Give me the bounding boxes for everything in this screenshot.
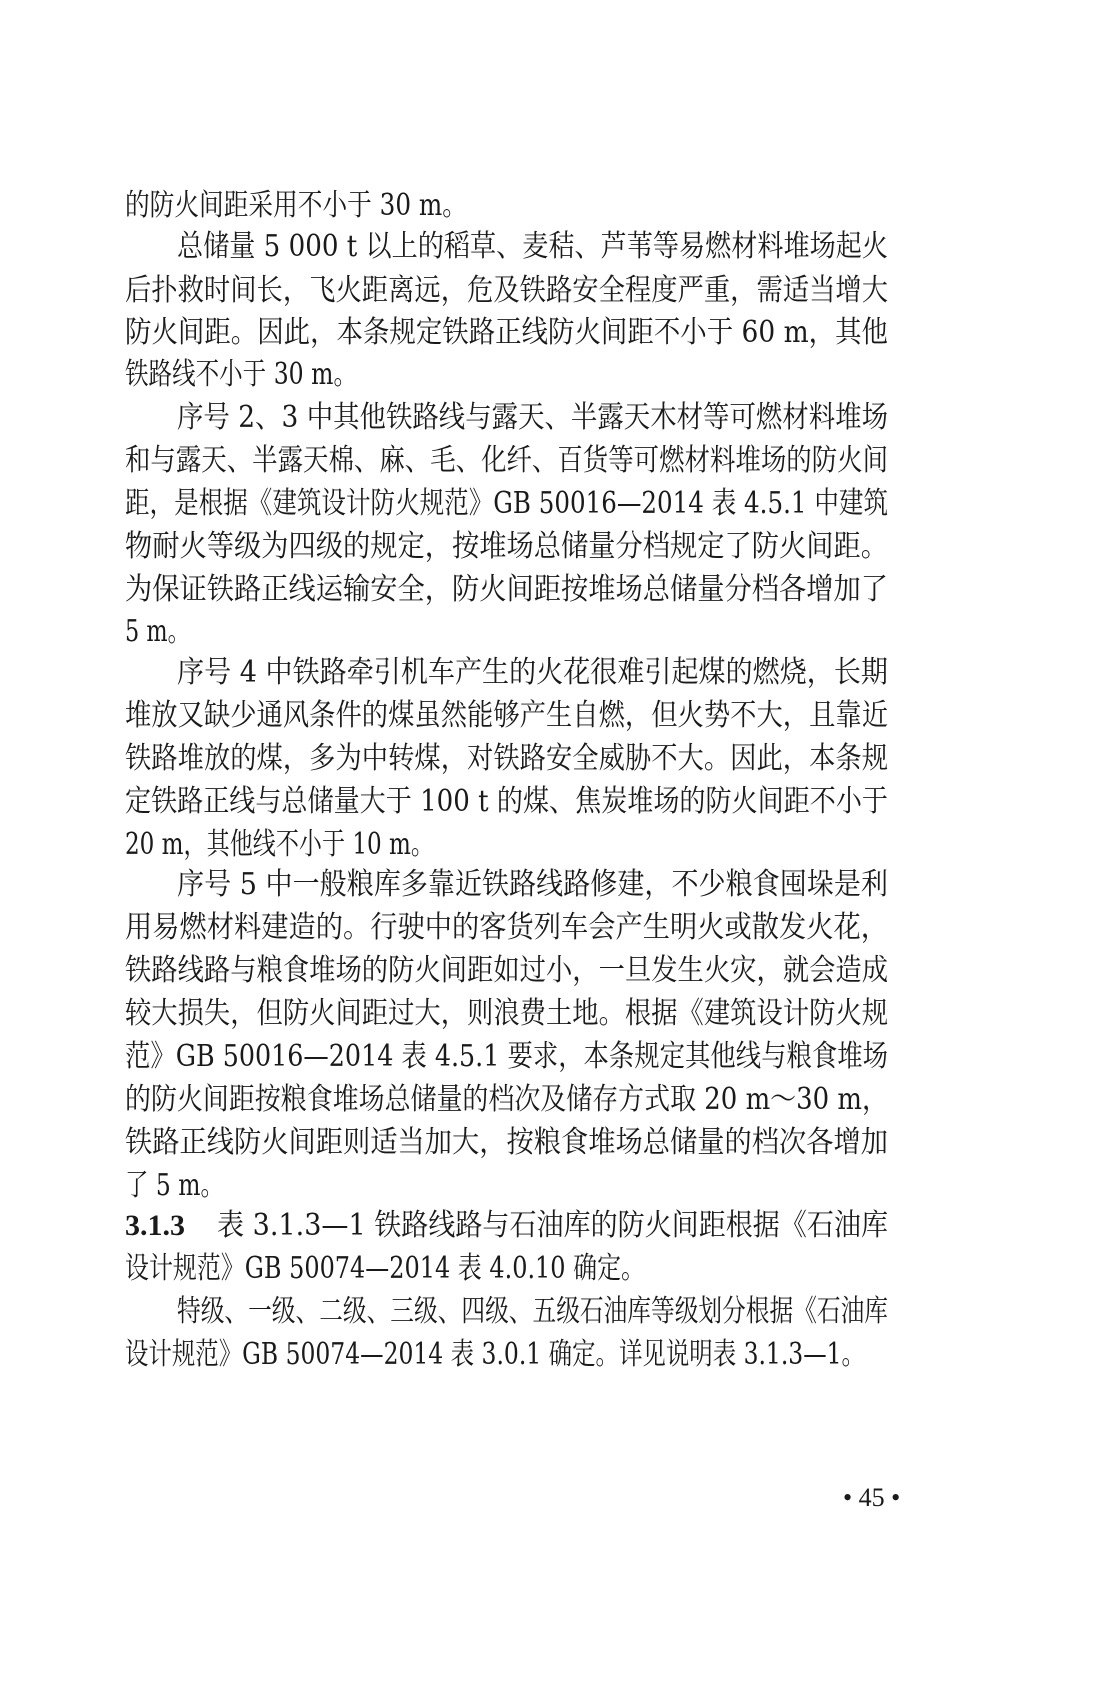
text-line-content: 的防火间距按粮食堆场总储量的档次及储存方式取 20 m～30 m， [125,1082,888,1117]
text-line-content: 表 3.1.3—1 铁路线路与石油库的防火间距根据《石油库 [217,1208,888,1243]
text-line-content: 序号 5 中一般粮库多靠近铁路线路修建，不少粮食囤垛是利 [177,867,888,902]
text-line-content: 设计规范》GB 50074—2014 表 4.0.10 确定。 [125,1251,645,1286]
text-line-content: 为保证铁路正线运输安全，防火间距按堆场总储量分档各增加了 [125,572,888,607]
text-line-content: 铁路正线防火间距则适当加大，按粮食堆场总储量的档次各增加 [125,1125,888,1160]
page-number: • 45 • [843,1483,901,1512]
text-line-content: 5 m。 [125,614,190,649]
text-line-content: 范》GB 50016—2014 表 4.5.1 要求，本条规定其他线与粮食堆场 [125,1039,888,1074]
text-line-content: 序号 2、3 中其他铁路线与露天、半露天木材等可燃材料堆场 [177,400,888,435]
text-line-content: 特级、一级、二级、三级、四级、五级石油库等级划分根据《石油库 [177,1294,888,1329]
text-line-content: 的防火间距采用不小于 30 m。 [125,188,467,223]
text-line-content: 铁路堆放的煤，多为中转煤，对铁路安全威胁不大。因此，本条规 [125,741,888,776]
text-line-content: 堆放又缺少通风条件的煤虽然能够产生自燃，但火势不大，且靠近 [125,698,888,733]
text-line-content: 了 5 m。 [125,1168,224,1203]
section-number: 3.1.3 [125,1209,185,1242]
text-line-content: 距，是根据《建筑设计防火规范》GB 50016—2014 表 4.5.1 中建筑 [125,486,888,521]
text-line-content: 物耐火等级为四级的规定，按堆场总储量分档规定了防火间距。 [125,529,888,564]
text-line-content: 用易燃材料建造的。行驶中的客货列车会产生明火或散发火花， [125,910,888,945]
text-line-content: 20 m，其他线不小于 10 m。 [125,827,434,862]
text-line-content: 设计规范》GB 50074—2014 表 3.0.1 确定。详见说明表 3.1.3—1。 [125,1337,865,1372]
text-line-content: 序号 4 中铁路牵引机车产生的火花很难引起煤的燃烧，长期 [177,655,888,690]
text-line-content: 定铁路正线与总储量大于 100 t 的煤、焦炭堆场的防火间距不小于 [125,784,888,819]
text-line-content: 防火间距。因此，本条规定铁路正线防火间距不小于 60 m，其他 [125,315,888,350]
text-line-content: 铁路线路与粮食堆场的防火间距如过小，一旦发生火灾，就会造成 [125,953,888,988]
text-line-content: 总储量 5 000 t 以上的稻草、麦秸、芦苇等易燃材料堆场起火 [177,229,888,264]
text-line-content: 铁路线不小于 30 m。 [125,357,357,392]
text-line-content: 和与露天、半露天棉、麻、毛、化纤、百货等可燃材料堆场的防火间 [125,443,888,478]
text-line-content: 后扑救时间长，飞火距离远，危及铁路安全程度严重，需适当增大 [125,273,888,308]
text-line-content: 较大损失，但防火间距过大，则浪费土地。根据《建筑设计防火规 [125,996,888,1031]
